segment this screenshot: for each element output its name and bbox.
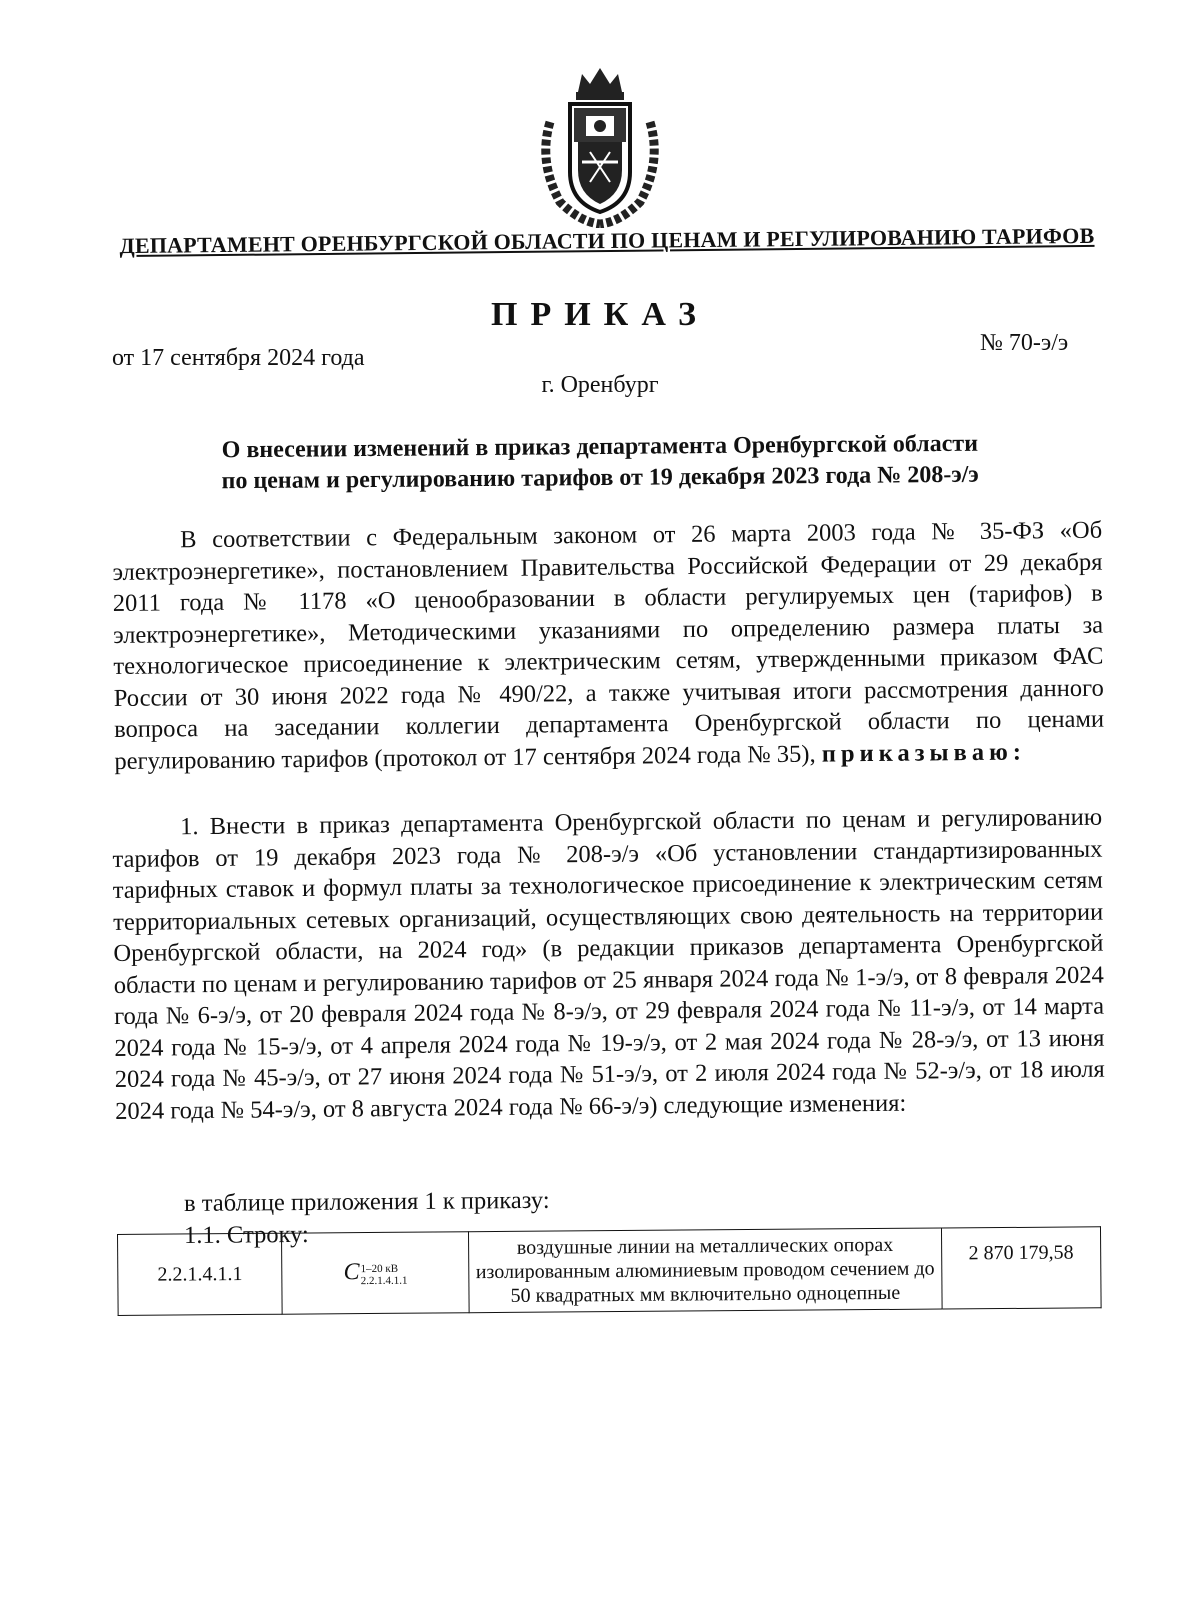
tariff-row-table [117, 1226, 1102, 1316]
coat-of-arms-icon [530, 62, 670, 228]
order-date: от 17 сентября 2024 года [112, 345, 365, 371]
row-value: 2 870 179,58 [941, 1227, 1101, 1309]
formula-superscript: 1–20 кВ [360, 1262, 399, 1275]
subject-line-1: О внесении изменений в приказ департамента Оренбургской области [221, 430, 979, 464]
order-city: г. Оренбург [541, 372, 659, 398]
row-description: воздушные линии на металлических опорах изолированным алюминиевым проводом сечением до 50 квадратных мм включительно одноцепные [469, 1228, 942, 1313]
sub-item-1-1: 1.1. Строку: [184, 1220, 309, 1249]
row-code: 2.2.1.4.1.1 [118, 1233, 283, 1315]
row-formula [282, 1232, 469, 1314]
item-1-paragraph: 1. Внести в приказ департамента Оренбургской области по ценам и регулированию тарифов от 19 декабря 2023 года № 208-э/э «Об установлении стандартизированных тарифных ставок и формул платы за технологическое присоединение к электрическим сетям территориальных сетевых организаций, осуществляющих свою деятельность на территории Оренбургской области, на 2024 год» (в редакции приказов департамента Оренбургской области по ценам и регулированию тарифов от 25 января 2024 года № 1-э/э, от 8 февраля 2024 года № 6-э/э, от 20 февраля 2024 года № 8-э/э, от 29 февраля 2024 года № 11-э/э, от 14 марта 2024 года № 15-э/э, от 4 апреля 2024 года № 19-э/э, от 2 мая 2024 года № 28-э/э, от 13 июня 2024 года № 45-э/э, от 27 июня 2024 года № 51-э/э, от 2 июля 2024 года № 52-э/э, от 18 июля 2024 года № 54-э/э, от 8 августа 2024 года № 66-э/э) следующие изменения: [112, 803, 1105, 1125]
preamble-text: В соответствии с Федеральным законом от 26 марта 2003 года № 35-ФЗ «Об электроэнергетике», постановлением Правительства Российской Федерации от 29 декабря 2011 года № 1178 «О ценообразовании в области регулируемых цен (тарифов) в электроэнергетике», Методическими указаниями по определению размера платы за технологическое присоединение к электрическим сетям, утвержденными приказом ФАС России от 30 июня 2022 года № 490/22, а также учитывая итоги рассмотрения данного вопроса на заседании коллегии департамента Оренбургской области по ценами регулированию тарифов (протокол от 17 сентября 2024 года № 35), [112, 516, 1105, 775]
subject-line-2: по ценам и регулированию тарифов от 19 декабря 2023 года № 208-э/э [221, 461, 979, 495]
formula-subscript: 2.2.1.4.1.1 [360, 1274, 408, 1287]
department-name: ДЕПАРТАМЕНТ ОРЕНБУРГСКОЙ ОБЛАСТИ ПО ЦЕНАМ И РЕГУЛИРОВАНИЮ ТАРИФОВ [119, 222, 1095, 259]
order-subject [160, 428, 1041, 498]
table-row [118, 1227, 1102, 1316]
formula-symbol: C [343, 1259, 360, 1286]
preamble-paragraph [112, 515, 1105, 777]
order-number: № 70-э/э [980, 330, 1069, 356]
document-type: ПРИКАЗ [491, 296, 709, 333]
table-reference: в таблице приложения 1 к приказу: [184, 1186, 550, 1217]
order-word: приказываю: [821, 737, 1027, 768]
